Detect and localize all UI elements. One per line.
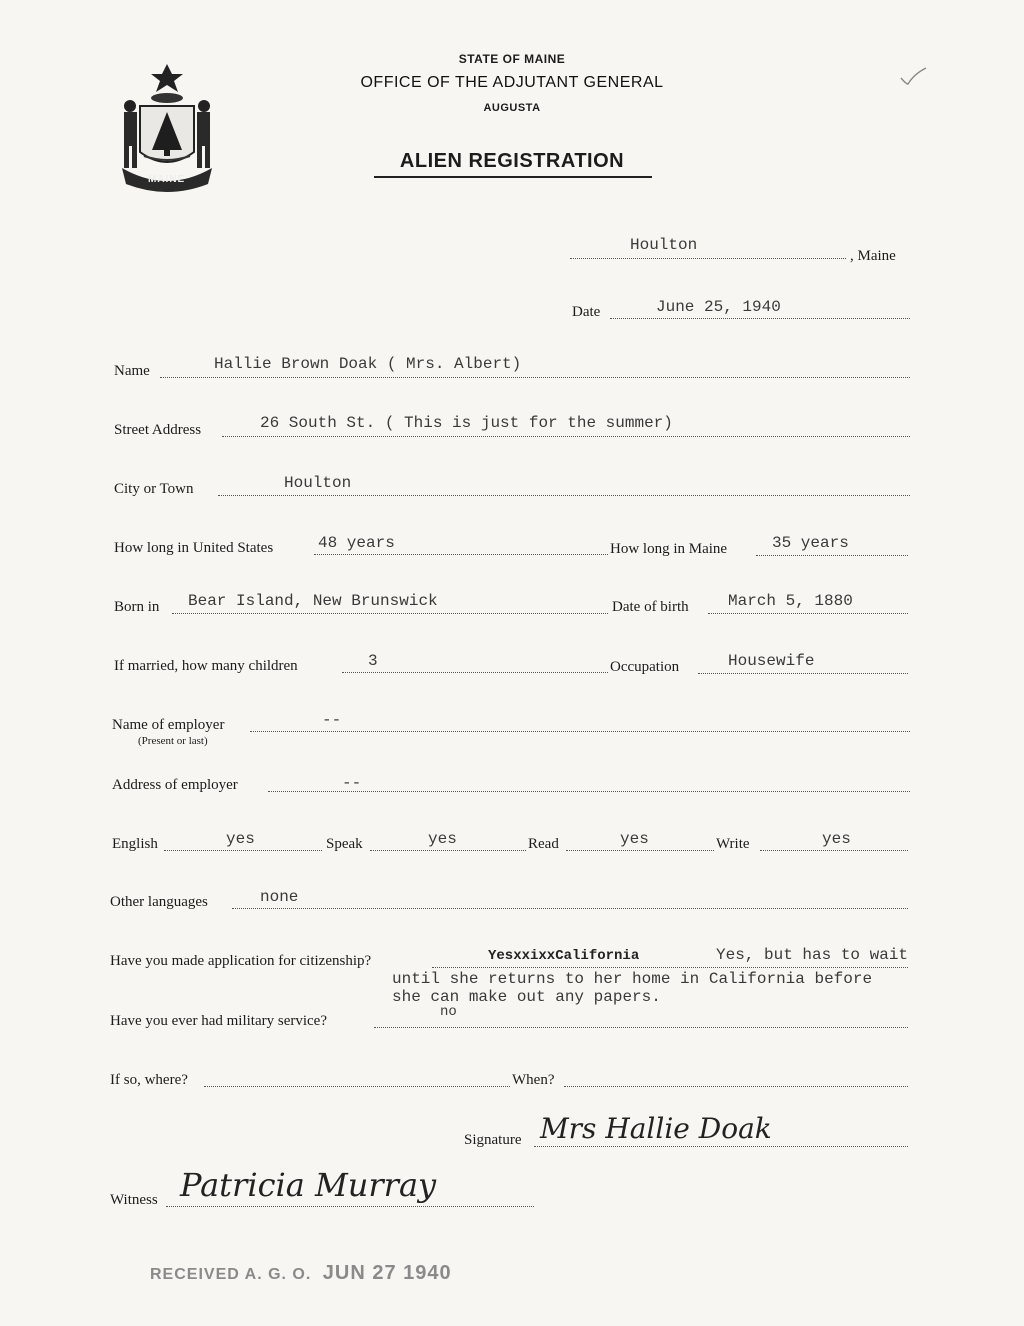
other-languages-line [232, 908, 908, 909]
occupation-line [698, 673, 908, 674]
children-label: If married, how many children [114, 658, 298, 674]
city-label: City or Town [114, 481, 194, 497]
citizenship-struck-text: YesxxixxCalifornia [488, 948, 640, 964]
occupation-label: Occupation [610, 659, 680, 675]
write-label: Write [716, 836, 750, 852]
received-stamp-date: JUN 27 1940 [322, 1262, 452, 1284]
office-heading: OFFICE OF THE ADJUTANT GENERAL [360, 74, 664, 91]
born-in-label: Born in [114, 599, 160, 615]
when-label: When? [512, 1072, 555, 1088]
years-us-value: 48 years [318, 534, 395, 552]
children-value: 3 [368, 652, 378, 670]
city-heading: AUGUSTA [483, 102, 541, 114]
born-in-value: Bear Island, New Brunswick [188, 592, 438, 610]
years-maine-value: 35 years [772, 534, 849, 552]
citizenship-answer-line2: until she returns to her home in California before [392, 970, 873, 988]
form-title: ALIEN REGISTRATION [399, 150, 625, 172]
city-line [218, 495, 910, 496]
citizenship-line [432, 967, 908, 968]
place-suffix: , Maine [850, 248, 896, 264]
military-value: no [440, 1004, 457, 1020]
write-value: yes [822, 830, 851, 848]
military-line [374, 1027, 908, 1028]
seal-banner-text: MAINE [148, 174, 186, 185]
speak-line [370, 850, 526, 851]
street-line [222, 436, 910, 437]
date-line [610, 318, 910, 319]
other-languages-value: none [260, 888, 299, 906]
born-in-line [172, 613, 608, 614]
street-value: 26 South St. ( This is just for the summer) [260, 414, 673, 432]
english-value: yes [226, 830, 255, 848]
employer-address-label: Address of employer [112, 777, 238, 793]
where-line [204, 1086, 510, 1087]
years-us-line [314, 554, 608, 555]
name-value: Hallie Brown Doak ( Mrs. Albert) [214, 355, 522, 373]
where-label: If so, where? [110, 1072, 188, 1088]
witness-signature: Patricia Murray [180, 1166, 437, 1204]
read-line [566, 850, 714, 851]
dob-line [708, 613, 908, 614]
children-line [342, 672, 608, 673]
check-mark-icon [898, 66, 928, 93]
place-value: Houlton [630, 236, 698, 254]
read-label: Read [528, 836, 559, 852]
name-line [160, 377, 910, 378]
employer-value: -- [322, 711, 342, 729]
speak-value: yes [428, 830, 457, 848]
place-line [570, 258, 846, 259]
witness-line [166, 1206, 534, 1207]
received-stamp [150, 1262, 452, 1285]
years-maine-line [756, 555, 908, 556]
occupation-value: Housewife [728, 652, 815, 670]
city-value: Houlton [284, 474, 352, 492]
employer-label: Name of employer [112, 717, 225, 733]
years-maine-label: How long in Maine [610, 541, 728, 557]
title-underline [374, 176, 652, 178]
employer-line [250, 731, 910, 732]
employer-sublabel: (Present or last) [138, 735, 208, 747]
state-heading: STATE OF MAINE [458, 52, 566, 66]
date-value: June 25, 1940 [656, 298, 781, 316]
citizenship-answer-line3: she can make out any papers. [392, 988, 661, 1006]
date-label: Date [572, 304, 601, 320]
signature-line [534, 1146, 908, 1147]
years-us-label: How long in United States [114, 540, 274, 556]
citizenship-answer-line1: Yes, but has to wait [716, 946, 909, 964]
english-label: English [112, 836, 158, 852]
employer-address-value: -- [342, 774, 362, 792]
dob-value: March 5, 1880 [728, 592, 853, 610]
street-label: Street Address [114, 422, 202, 438]
name-label: Name [114, 363, 150, 379]
when-line [564, 1086, 908, 1087]
citizenship-label: Have you made application for citizenship? [110, 953, 372, 969]
write-line [760, 850, 908, 851]
received-stamp-prefix: RECEIVED A. G. O. [150, 1266, 312, 1283]
other-languages-label: Other languages [110, 894, 208, 910]
signature-value: Mrs Hallie Doak [540, 1112, 772, 1145]
read-value: yes [620, 830, 649, 848]
military-label: Have you ever had military service? [110, 1013, 327, 1029]
dob-label: Date of birth [612, 599, 689, 615]
speak-label: Speak [326, 836, 363, 852]
employer-address-line [268, 791, 910, 792]
witness-label: Witness [110, 1192, 158, 1208]
english-line [164, 850, 322, 851]
signature-label: Signature [464, 1132, 522, 1148]
